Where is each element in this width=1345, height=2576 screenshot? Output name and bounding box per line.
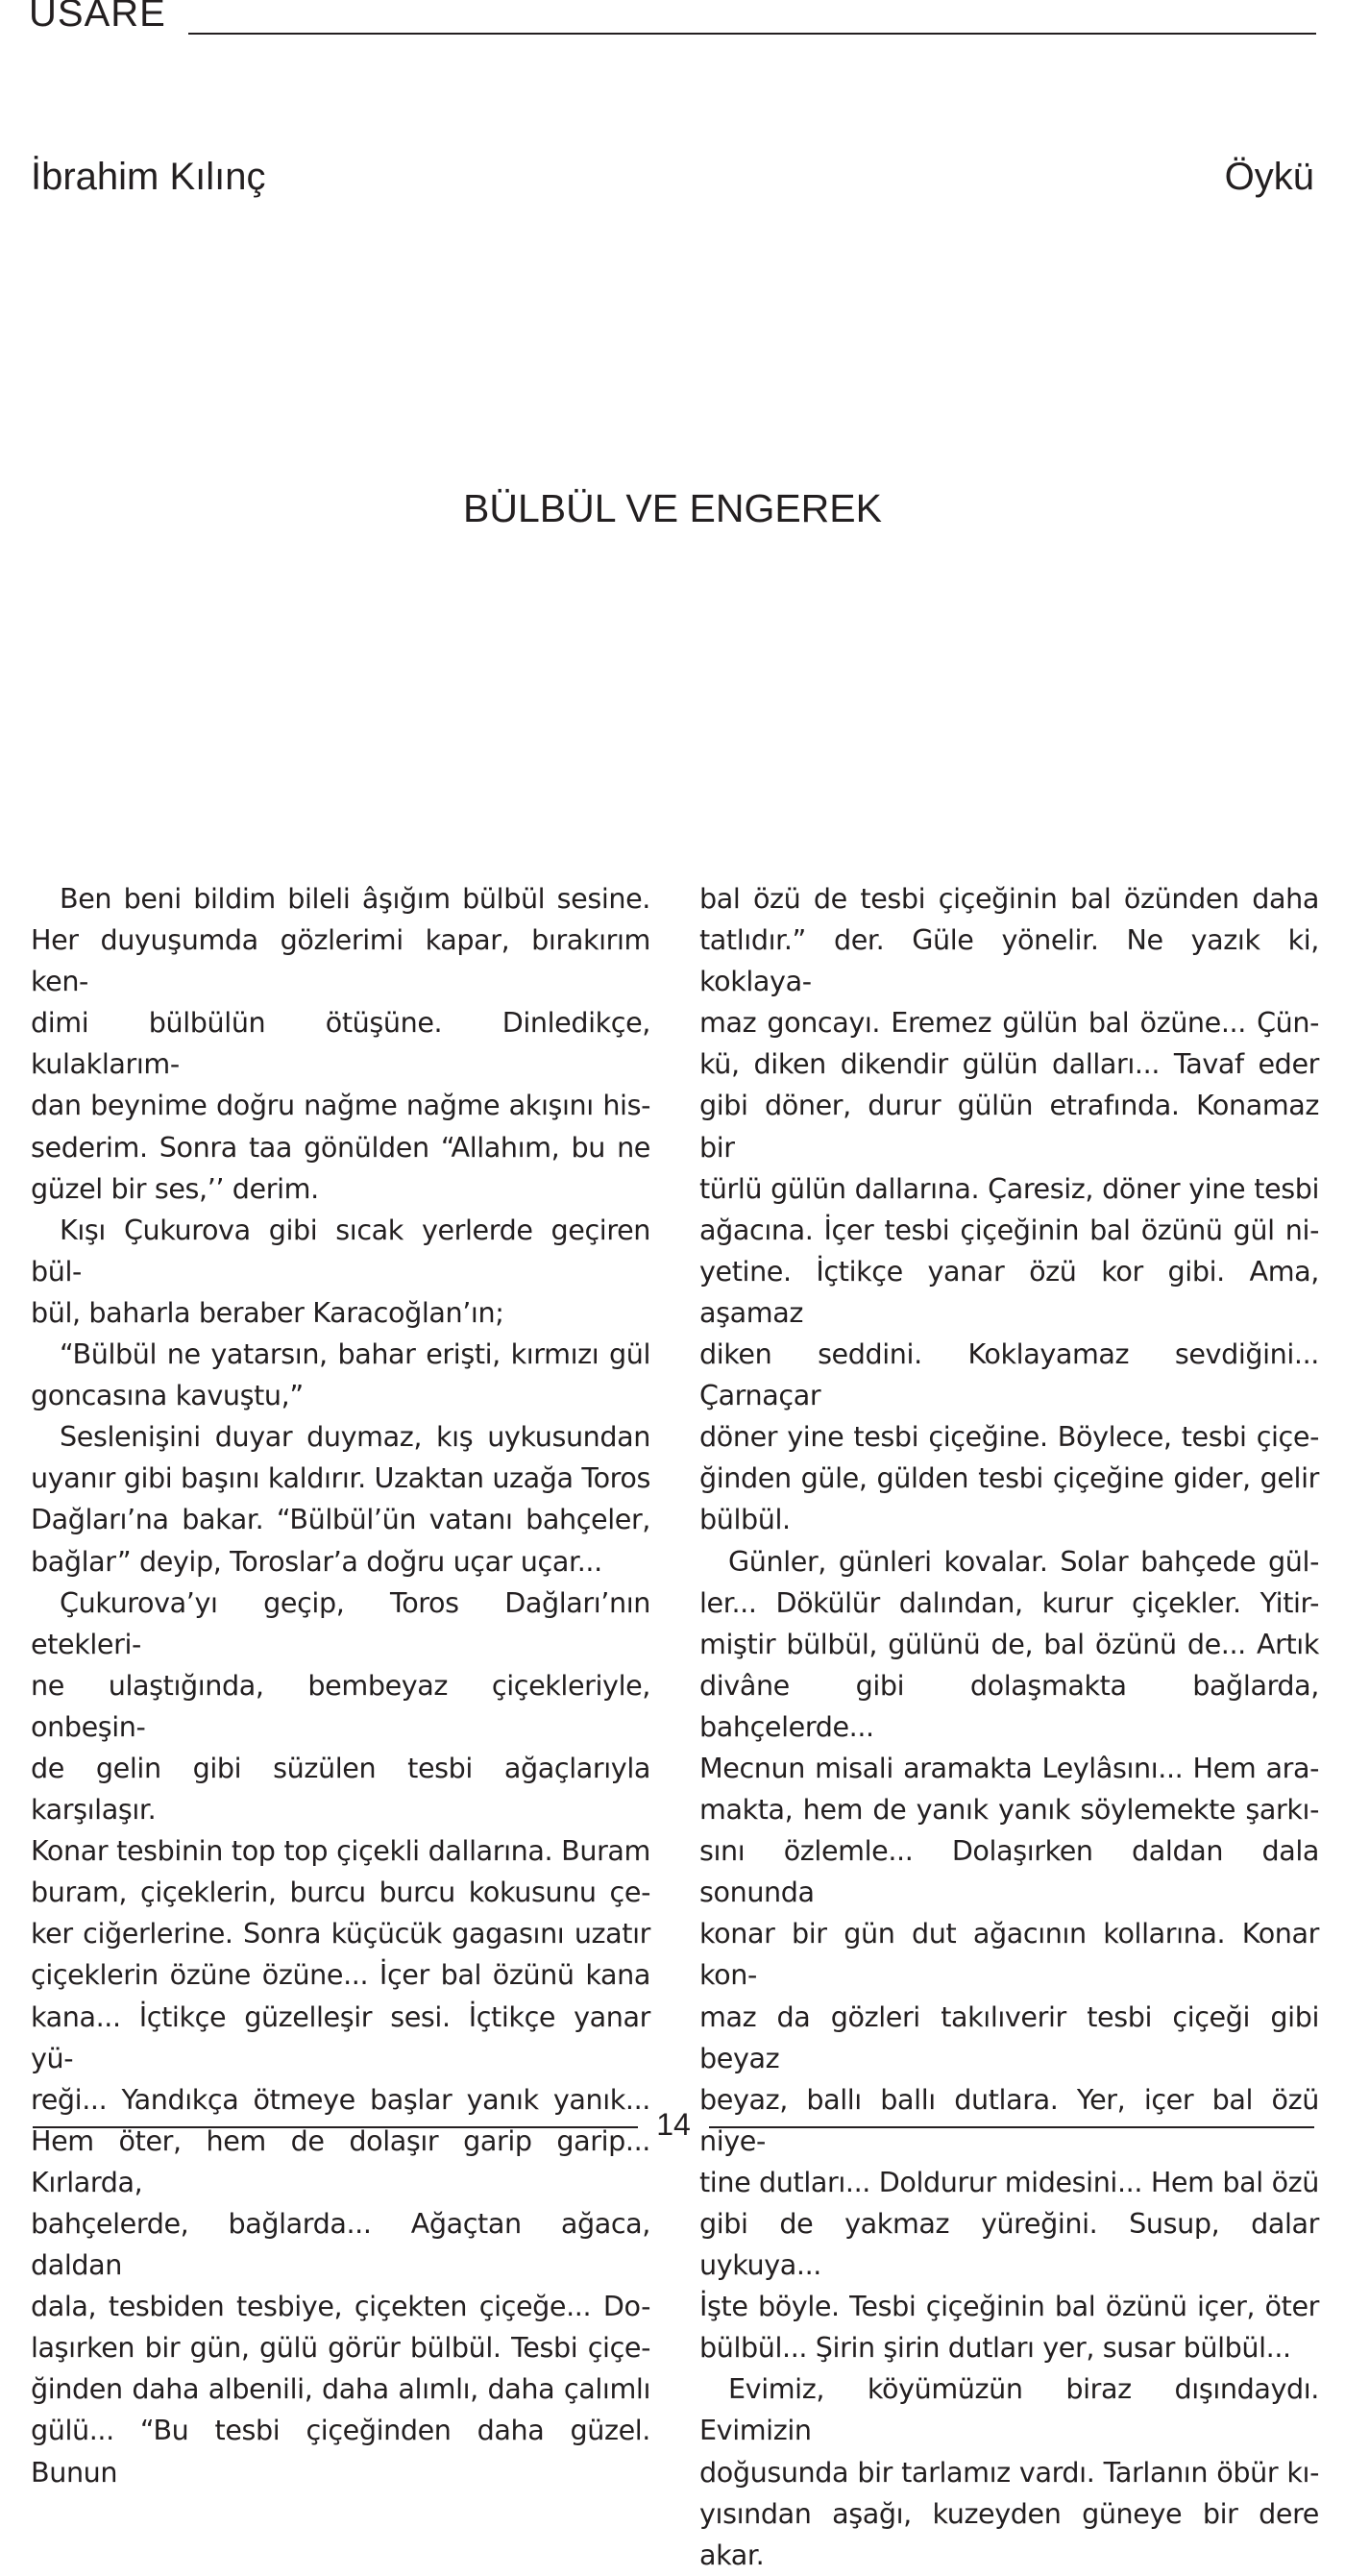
text-line: Ben beni bildim bileli âşığım bülbül sesine. [60, 882, 650, 915]
footer-rule-right [709, 2126, 1314, 2128]
right-text-column [699, 878, 1319, 2576]
text-line: uyanır gibi başını kaldırır. Uzaktan uzağa Toros [31, 1461, 650, 1495]
text-line: bülbül. [699, 1503, 791, 1536]
text-line: dan beynime doğru nağme nağme akışını his- [31, 1089, 650, 1122]
story-title: BÜLBÜL VE ENGEREK [463, 486, 882, 530]
text-line: bahçelerde, bağlarda... Ağaçtan ağaca, daldan [31, 2207, 650, 2282]
text-line: maz da gözleri takılıverir tesbi çiçeği gibi beyaz [699, 1999, 1319, 2074]
text-line: makta, hem de yanık yanık söylemekte şarkı- [699, 1793, 1319, 1827]
magazine-masthead: USARE [29, 0, 166, 35]
text-line: gibi de yakmaz yüreğini. Susup, dalar uykuya... [699, 2207, 1319, 2282]
text-line: İşte böyle. Tesbi çiçeğinin bal özünü içer, öter [699, 2290, 1319, 2323]
text-line: ğinden güle, gülden tesbi çiçeğine gider, gelir [699, 1461, 1319, 1495]
text-line: bülbül... Şirin şirin dutları yer, susar bülbül... [699, 2331, 1291, 2365]
masthead-rule [188, 33, 1316, 35]
text-line: yetine. İçtikçe yanar özü kor gibi. Ama, aşamaz [699, 1254, 1319, 1329]
text-line: tine dutları... Doldurur midesini... Hem bal özü [699, 2165, 1319, 2198]
text-line: güzel bir ses,’’ derim. [31, 1171, 319, 1205]
text-line: sederim. Sonra taa gönülden “Allahım, bu ne [31, 1130, 650, 1164]
text-line: bal özü de tesbi çiçeğinin bal özünden daha [699, 882, 1319, 915]
text-line: türlü gülün dallarına. Çaresiz, döner yine tesbi [699, 1171, 1319, 1205]
text-line: Evimiz, köyümüzün biraz dışındaydı. Evimizin [699, 2372, 1319, 2447]
text-line: Her duyuşumda gözlerimi kapar, bırakırım ken- [31, 923, 650, 998]
text-line: ğinden daha albenili, daha alımlı, daha çalımlı [31, 2372, 650, 2406]
text-line: Dağları’na bakar. “Bülbül’ün vatanı bahçeler, [31, 1503, 650, 1536]
text-line: doğusunda bir tarlamız vardı. Tarlanın öbür kı- [699, 2455, 1319, 2489]
text-line: beyaz, ballı ballı dutlara. Yer, içer bal özü niye- [699, 2082, 1319, 2157]
text-line: laşırken bir gün, gülü görür bülbül. Tesbi çiçe- [31, 2331, 650, 2365]
text-line: Hem öter, hem de dolaşır garip garip... Kırlarda, [31, 2123, 650, 2198]
text-line: Çukurova’yı geçip, Toros Dağları’nın etekleri- [31, 1585, 650, 1660]
text-line: Konar tesbinin top top çiçekli dallarına. Buram [31, 1834, 650, 1868]
text-line: bül, baharla beraber Karacoğlan’ın; [31, 1295, 504, 1329]
text-line: reği... Yandıkça ötmeye başlar yanık yanık... [31, 2082, 650, 2116]
text-line: goncasına kavuştu,” [31, 1379, 304, 1412]
text-line: divâne gibi dolaşmakta bağlarda, bahçelerde... [699, 1668, 1319, 1743]
text-line: döner yine tesbi çiçeğine. Böylece, tesbi çiçe- [699, 1420, 1319, 1454]
text-line: ağacına. İçer tesbi çiçeğinin bal özünü gül ni- [699, 1213, 1319, 1246]
text-line: Mecnun misali aramakta Leylâsını... Hem ara- [699, 1751, 1319, 1784]
text-line: “Bülbül ne yatarsın, bahar erişti, kırmızı gül [60, 1337, 650, 1371]
text-line: sını özlemle... Dolaşırken daldan dala sonunda [699, 1834, 1319, 1909]
text-line: yısından aşağı, kuzeyden güneye bir dere akar. [699, 2496, 1319, 2571]
text-line: tatlıdır.” der. Güle yönelir. Ne yazık ki, koklaya- [699, 923, 1319, 998]
author-name: İbrahim Kılınç [31, 156, 266, 198]
text-line: konar bir gün dut ağacının kollarına. Konar kon- [699, 1917, 1319, 1992]
text-line: dala, tesbiden tesbiye, çiçekten çiçeğe... Do- [31, 2290, 650, 2323]
text-line: de gelin gibi süzülen tesbi ağaçlarıyla karşılaşır. [31, 1751, 650, 1827]
text-line: Seslenişini duyar duymaz, kış uykusundan [60, 1420, 650, 1454]
text-line: gibi döner, durur gülün etrafında. Konamaz bir [699, 1089, 1319, 1164]
text-line: ne ulaştığında, bembeyaz çiçekleriyle, onbeşin- [31, 1668, 650, 1743]
text-line: maz goncayı. Eremez gülün bal özüne... Çün- [699, 1006, 1319, 1040]
text-line: bağlar” deyip, Toroslar’a doğru uçar uçar... [31, 1544, 602, 1578]
text-line: ker ciğerlerine. Sonra küçücük gagasını uzatır [31, 1917, 650, 1950]
footer-rule-left [33, 2126, 638, 2128]
text-line: dimi bülbülün ötüşüne. Dinledikçe, kulaklarım- [31, 1006, 650, 1081]
page-number: 14 [656, 2107, 691, 2142]
text-line: ler... Dökülür dalından, kurur çiçekler. Yitir- [699, 1585, 1319, 1619]
text-line: kü, diken dikendir gülün dalları... Tavaf eder [699, 1047, 1319, 1081]
text-line: miştir bülbül, gülünü de, bal özünü de... Artık [699, 1627, 1319, 1660]
left-text-column [31, 878, 650, 2493]
text-line: kana... İçtikçe güzelleşir sesi. İçtikçe yanar yü- [31, 1999, 650, 2074]
text-line: diken seddini. Koklayamaz sevdiğini... Çarnaçar [699, 1337, 1319, 1412]
section-label: Öykü [1224, 156, 1314, 198]
text-line: Günler, günleri kovalar. Solar bahçede gül- [728, 1544, 1319, 1578]
text-line: çiçeklerin özüne özüne... İçer bal özünü kana [31, 1958, 650, 1992]
text-line: Kışı Çukurova gibi sıcak yerlerde geçiren bül- [31, 1213, 650, 1288]
text-line: gülü... “Bu tesbi çiçeğinden daha güzel. Bunun [31, 2414, 650, 2489]
text-line: buram, çiçeklerin, burcu burcu kokusunu çe- [31, 1876, 650, 1909]
